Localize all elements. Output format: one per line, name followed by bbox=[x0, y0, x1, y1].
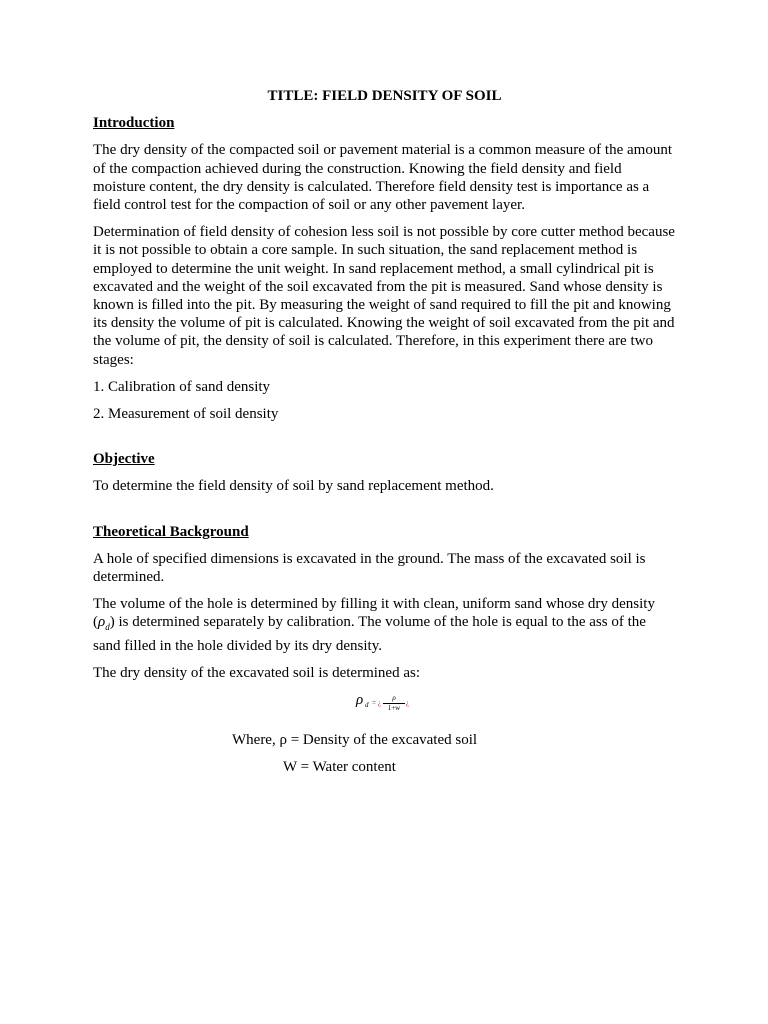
formula-equals: = bbox=[372, 699, 376, 708]
theory-paragraph-2 bbox=[93, 595, 676, 655]
formula-numerator: ρ bbox=[392, 694, 396, 703]
stage-item-1: 1. Calibration of sand density bbox=[93, 378, 271, 395]
theory-heading: Theoretical Background bbox=[93, 523, 249, 540]
introduction-paragraph-1: The dry density of the compacted soil or pavement material is a common measure of the amount of the compaction achieved during the construction. Knowing the field density and field moisture content, the dry density is calculated. Therefore field density test is importance as a field control test for the compaction of soil or any other pavement layer. bbox=[93, 142, 672, 214]
rho-symbol: ρ bbox=[98, 614, 106, 631]
introduction-heading: Introduction bbox=[93, 115, 175, 132]
theory-paragraph-2-end: ) is determined separately by calibration. The volume of the hole is equal to the ass of the sand filled in the hole divided by its dry density. bbox=[93, 614, 646, 654]
theory-paragraph-2-start: The volume of the hole is determined by filling it with clean, uniform sand whose dry density ( bbox=[93, 596, 655, 631]
formula-denominator: 1+w bbox=[387, 704, 401, 713]
where-water-content-definition: W = Water content bbox=[283, 759, 396, 776]
document-title: TITLE: FIELD DENSITY OF SOIL bbox=[267, 88, 502, 104]
introduction-paragraph-2: Determination of field density of cohesion less soil is not possible by core cutter method because it is not possible to obtain a core sample. In such situation, the sand replacement method is employed to determine the unit weight. In sand replacement method, a small cylindrical pit is excavated and the weight of the soil excavated from the pit is measured. Sand whose density is known is filled into the pit. By measuring the weight of sand required to fill the pit and knowing its density the volume of pit is calculated. Knowing the weight of soil excavated from the pit and the volume of pit, the density of soil is calculated. Therefore, in this experiment there are two stages: bbox=[93, 224, 675, 368]
theory-paragraph-1: A hole of specified dimensions is excavated in the ground. The mass of the excavated soil is determined. bbox=[93, 550, 646, 586]
section-spacer bbox=[93, 432, 676, 450]
dry-density-symbol bbox=[98, 614, 110, 633]
where-density-definition: Where, ρ = Density of the excavated soil bbox=[232, 732, 478, 749]
formula-fraction bbox=[383, 695, 405, 712]
stage-item-2: 2. Measurement of soil density bbox=[93, 406, 279, 423]
theory-paragraph-3: The dry density of the excavated soil is determined as: bbox=[93, 664, 420, 681]
formula-error-mark: ¿ bbox=[406, 699, 410, 708]
dry-density-formula bbox=[93, 691, 676, 721]
document-page bbox=[93, 87, 676, 785]
objective-text: To determine the field density of soil by sand replacement method. bbox=[93, 478, 494, 495]
formula-subscript: d bbox=[365, 701, 369, 710]
formula-error-mark: ¿ bbox=[378, 699, 382, 708]
objective-heading: Objective bbox=[93, 451, 155, 468]
formula-rho-symbol: ρ bbox=[356, 692, 364, 709]
section-spacer bbox=[93, 505, 676, 523]
rho-subscript: d bbox=[105, 622, 110, 633]
